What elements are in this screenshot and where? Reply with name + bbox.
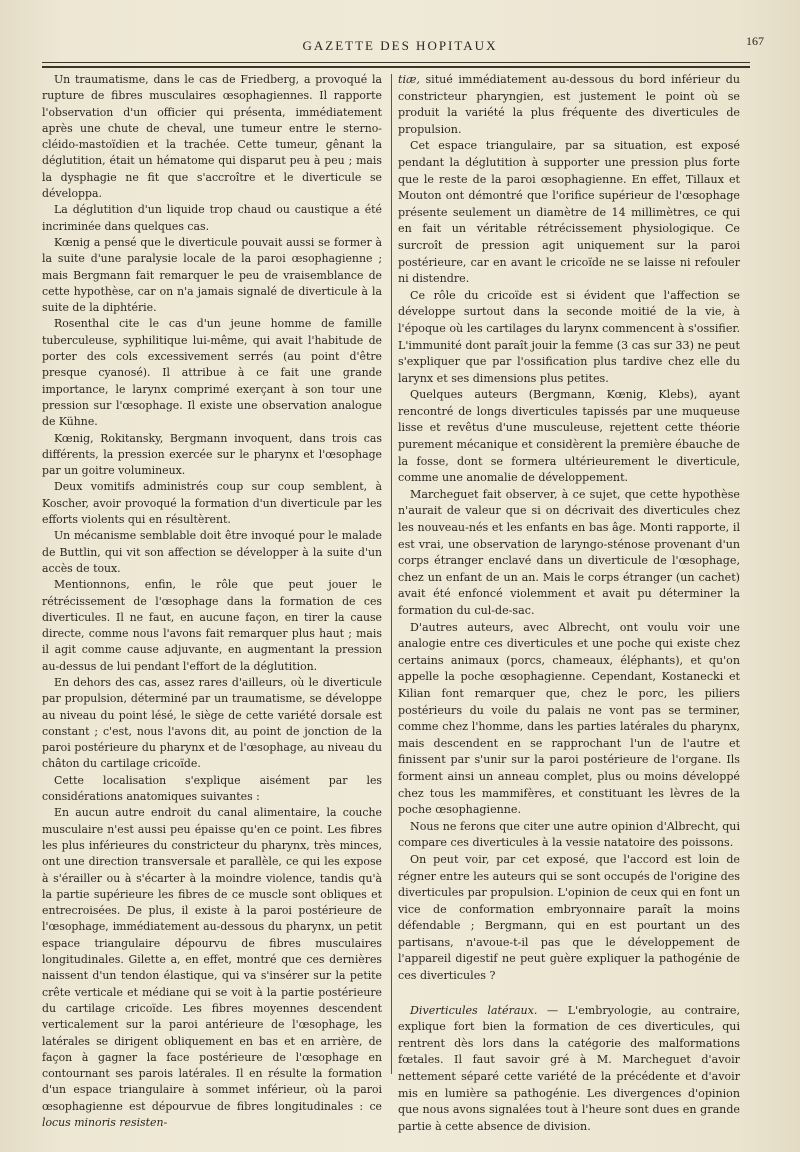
latin-phrase: locus minoris resisten- <box>42 1116 168 1129</box>
paragraph: Marcheguet fait observer, à ce sujet, que cette hypothèse n'aurait de valeur que si on décrivait des diverticules chez les nouveau-nés et les enfants en bas âge. Monti rapporte, il est vrai, une observation de laryngo-sténose provenant d'un corps étranger enclavé dans un diverticule de l'œsophage, chez un enfant de un an. Mais le corps étranger (un cachet) avait été enfoncé violemment et avait pu déterminer la formation du cul-de-sac. <box>398 487 740 617</box>
paragraph-continued <box>42 805 382 1131</box>
paragraph: En dehors des cas, assez rares d'ailleurs, où le diverticule par propulsion, déterminé par un traumatisme, se développe au niveau du point lésé, le siège de cette variété dorsale est constant ; c'est, nous l'avons dit, au point de jonction de la paroi postérieure du pharynx et de l'œsophage, au niveau du châton du cartilage cricoïde. <box>42 675 382 771</box>
page-number: 167 <box>746 34 764 48</box>
paragraph-text: situé immédiatement au-dessous du bord inférieur du constricteur pharyngien, est justement le point où se produit la variété la plus fréquente des diverticules de propulsion. <box>398 73 740 136</box>
paragraph: Ce rôle du cricoïde est si évident que l'affection se développe surtout dans la seconde moitié de la vie, à l'époque où les cartilages du larynx commencent à s'ossifier. L'immunité dont paraît jouir la femme (3 cas sur 33) ne peut s'expliquer que par l'ossification plus tardive chez elle du larynx et ses dimensions plus petites. <box>398 288 740 385</box>
paragraph: D'autres auteurs, avec Albrecht, ont voulu voir une analogie entre ces diverticules et une poche qui existe chez certains animaux (porcs, chameaux, éléphants), et qu'on appelle la poche œsophagienne. Cependant, Kostanecki et Kilian font remarquer que, chez le porc, les piliers postérieurs du voile du palais ne vont pas se terminer, comme chez l'homme, dans les parties latérales du pharynx, mais descendent en se rapprochant l'un de l'autre et finissent par s'unir sur la paroi postérieure de l'organe. Ils forment ainsi un anneau complet, plus ou moins développé chez tous les mammifères, et constituant les lèvres de la poche œsophagienne. <box>398 620 740 817</box>
paragraph: Nous ne ferons que citer une autre opinion d'Albrecht, qui compare ces diverticules à la vessie natatoire des poissons. <box>398 819 740 850</box>
left-column <box>42 72 382 1131</box>
section-paragraph <box>398 1003 740 1136</box>
paragraph: Kœnig a pensé que le diverticule pouvait aussi se former à la suite d'une paralysie locale de la paroi œsophagienne ; mais Bergmann fait remarquer le peu de vraisemblance de cette hypothèse, car on n'a jamais signalé de diverticule à la suite de la diphtérie. <box>42 235 382 315</box>
paragraph: Un traumatisme, dans le cas de Friedberg, a provoqué la rupture de fibres musculaires œsophagiennes. Il rapporte l'observation d'un officier qui présenta, immédiatement après une chute de cheval, une tumeur entre le sterno-cléido-mastoïdien et la trachée. Cette tumeur, gênant la déglutition, était un hématome qui disparut peu à peu ; mais la dysphagie ne fit que s'accroître et le diverticule se développa. <box>42 73 382 201</box>
paragraph: On peut voir, par cet exposé, que l'accord est loin de régner entre les auteurs qui se sont occupés de l'origine des diverticules par propulsion. L'opinion de ceux qui en font un vice de conformation embryonnaire paraît la moins défendable ; Bergmann, qui en est pourtant un des partisans, n'avoue-t-il pas que le développement de l'appareil digestif ne peut guère expliquer la pathogénie de ces diverticules ? <box>398 852 740 983</box>
paragraph: La déglutition d'un liquide trop chaud ou caustique a été incriminée dans quelques cas. <box>42 203 382 233</box>
paragraph: Rosenthal cite le cas d'un jeune homme de famille tuberculeuse, syphilitique lui-même, qui avait l'habitude de porter des cols excessivement serrés (au point d'être presque cyanosé). Il attribue à ce fait une grande importance, le larynx comprimé exerçant à son tour une pression sur l'œsophage. Il existe une observation analogue de Kühne. <box>42 317 382 429</box>
column-divider <box>391 74 392 1074</box>
paragraph: Quelques auteurs (Bergmann, Kœnig, Klebs), ayant rencontré de longs diverticules tapissés par une muqueuse lisse et revêtus d'une musculeuse, rejettent cette théorie purement mécanique et considèrent la première ébauche de la fosse, dont se formera ultérieurement le diverticule, comme une anomalie de développement. <box>398 388 740 485</box>
paragraph: Cet espace triangulaire, par sa situation, est exposé pendant la déglutition à supporter une pression plus forte que le reste de la paroi œsophagienne. En effet, Tillaux et Mouton ont démontré que l'orifice supérieur de l'œsophage présente seulement un diamètre de 14 millimètres, ce qui en fait un véritable rétrécissement physiologique. Ce surcroît de pression agit uniquement sur la paroi postérieure, car en avant le cricoïde ne se laisse ni refouler ni distendre. <box>398 139 740 286</box>
page-header <box>36 34 764 60</box>
paragraph: Un mécanisme semblable doit être invoqué pour le malade de Buttlin, qui vit son affection se développer à la suite d'un accès de toux. <box>42 529 382 575</box>
paragraph: Deux vomitifs administrés coup sur coup semblent, à Koscher, avoir provoqué la formation d'un diverticule par les efforts violents qui en résultèrent. <box>42 480 382 527</box>
paragraph: Mentionnons, enfin, le rôle que peut jouer le rétrécissement de l'œsophage dans la formation de ces diverticules. Il ne faut, en aucune façon, en tirer la cause directe, comme nous l'avons fait remarquer plus haut ; mais il agit comme cause adjuvante, en augmentant la pression au-dessus de lui pendant l'effort de la déglutition. <box>42 578 382 673</box>
section-text: — L'embryologie, au contraire, explique fort bien la formation de ces diverticules, qui rentrent dès lors dans la catégorie des malformations fœtales. Il faut savoir gré à M. Marcheguet d'avoir nettement séparé cette variété de la précédente et d'avoir mis en lumière sa pathogénie. Les divergences d'opinion que nous avons signalées tout à l'heure sont dues en grande partie à cette absence de division. <box>398 1003 740 1133</box>
section-title: Diverticules latéraux. <box>410 1003 538 1017</box>
running-title: GAZETTE DES HOPITAUX <box>302 38 498 53</box>
paragraph-text: En aucun autre endroit du canal alimentaire, la couche musculaire n'est aussi peu épaisse qu'en ce point. Les fibres les plus inférieures du constricteur du pharynx, très minces, ont une direction transversale et parallèle, ce qui les expose à s'érailler ou à s'écarter à la moindre violence, tandis qu'à la partie supérieure les fibres de ce muscle sont obliques et entrecroisées. De plus, il existe à la paroi postérieure de l'œsophage, immédiatement au-dessous du pharynx, un petit espace triangulaire dépourvu de fibres musculaires longitudinales. Gilette a, en effet, montré que ces dernières naissent d'un tendon élastique, qui va s'insérer sur la petite crête verticale et médiane qui se voit à la partie postérieure du cartilage cricoïde. Les fibres moyennes descendent verticalement sur la paroi antérieure de l'œsophage, les latérales se dirigent obliquement en bas et en arrière, de façon à gagner la face postérieure de l'œsophage en contournant ses parois latérales. Il en résulte la formation d'un espace triangulaire à sommet inférieur, où la paroi œsophagienne est dépourvue de fibres longitudinales : ce <box>42 806 382 1113</box>
paragraph: Cette localisation s'explique aisément par les considérations anatomiques suivantes : <box>42 773 382 804</box>
right-column <box>398 72 740 1135</box>
paragraph-continuation <box>398 72 740 138</box>
header-rule-double <box>42 66 750 68</box>
header-rule <box>42 62 750 63</box>
paragraph: Kœnig, Rokitansky, Bergmann invoquent, dans trois cas différents, la pression exercée sur le pharynx et l'œsophage par un goitre volumineux. <box>42 431 382 478</box>
latin-phrase-end: tiæ, <box>398 73 420 86</box>
